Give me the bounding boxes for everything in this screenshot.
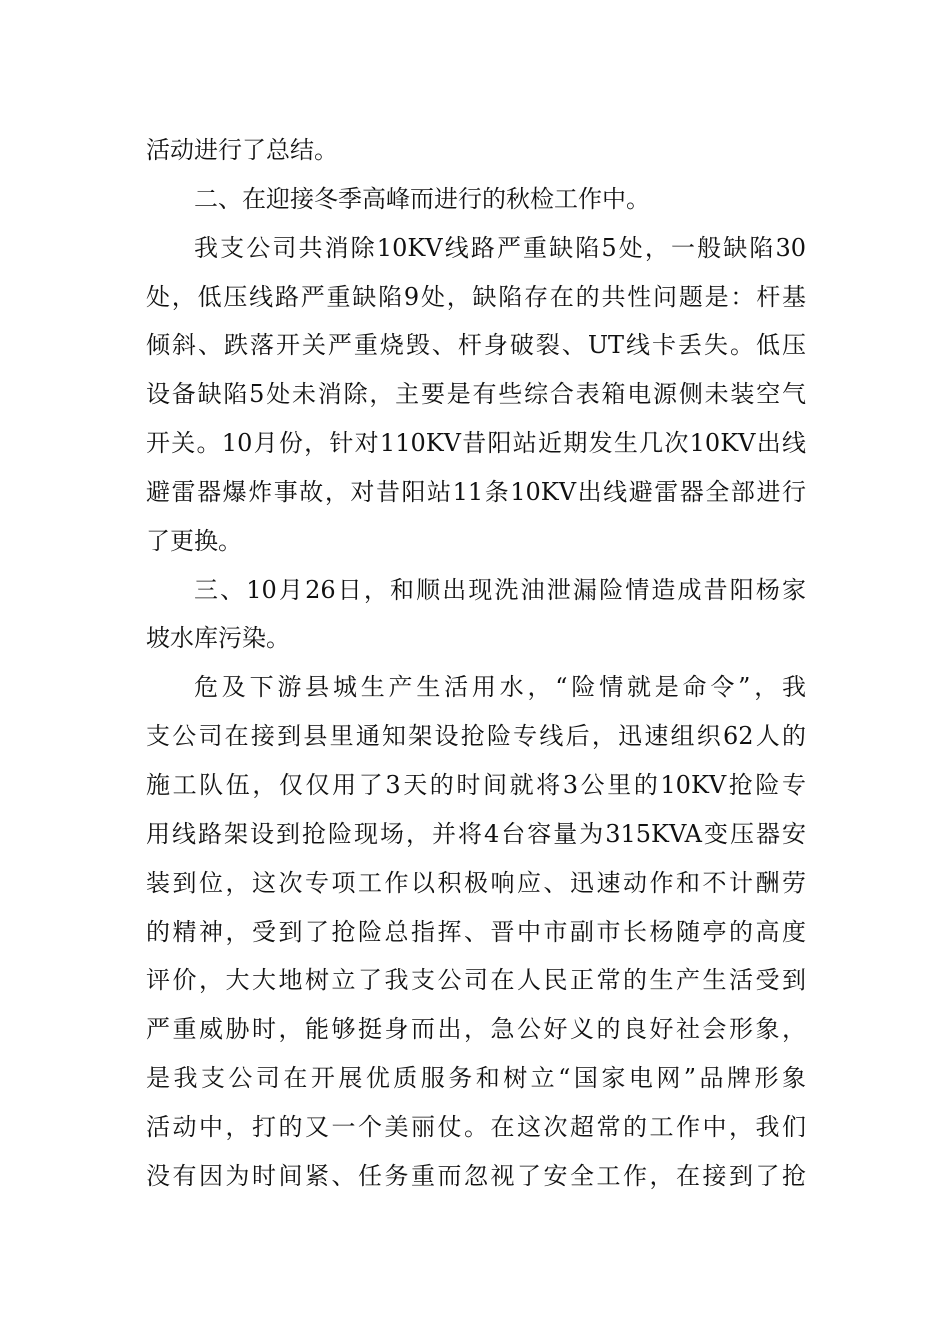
text-line: 用线路架设到抢险现场，并将4台容量为315KVA变压器安 <box>146 819 806 848</box>
text-line: 处，低压线路严重缺陷9处，缺陷存在的共性问题是：杆基 <box>146 282 806 311</box>
text-line: 三、10月26日，和顺出现洗油泄漏险情造成昔阳杨家 <box>194 575 806 604</box>
text-line: 设备缺陷5处未消除，主要是有些综合表箱电源侧未装空气 <box>146 380 806 409</box>
text-line: 二、在迎接冬季高峰而进行的秋检工作中。 <box>194 184 650 213</box>
text-line: 开关。10月份，针对110KV昔阳站近期发生几次10KV出线 <box>146 429 806 458</box>
text-line: 没有因为时间紧、任务重而忽视了安全工作，在接到了抢 <box>146 1161 806 1190</box>
text-line: 活动进行了总结。 <box>146 136 338 164</box>
text-line: 危及下游县城生产生活用水，“险情就是命令”，我 <box>194 673 806 702</box>
text-line: 是我支公司在开展优质服务和树立“国家电网”品牌形象 <box>146 1064 806 1093</box>
text-line: 我支公司共消除10KV线路严重缺陷5处，一般缺陷30 <box>194 233 806 262</box>
text-line: 支公司在接到县里通知架设抢险专线后，迅速组织62人的 <box>146 722 806 751</box>
text-line: 严重威胁时，能够挺身而出，急公好义的良好社会形象， <box>146 1015 806 1044</box>
text-line: 装到位，这次专项工作以积极响应、迅速动作和不计酬劳 <box>146 868 806 897</box>
text-line: 的精神，受到了抢险总指挥、晋中市副市长杨随亭的高度 <box>146 917 806 946</box>
document-body <box>146 126 806 1201</box>
text-line: 避雷器爆炸事故，对昔阳站11条10KV出线避雷器全部进行 <box>146 477 806 506</box>
text-line: 评价，大大地树立了我支公司在人民正常的生产生活受到 <box>146 966 806 995</box>
text-line: 活动中，打的又一个美丽仗。在这次超常的工作中，我们 <box>146 1112 806 1141</box>
text-line: 施工队伍，仅仅用了3天的时间就将3公里的10KV抢险专 <box>146 770 806 799</box>
text-line: 倾斜、跌落开关严重烧毁、杆身破裂、UT线卡丢失。低压 <box>146 331 806 360</box>
text-line: 了更换。 <box>146 526 242 555</box>
text-line: 坡水库污染。 <box>146 624 290 653</box>
